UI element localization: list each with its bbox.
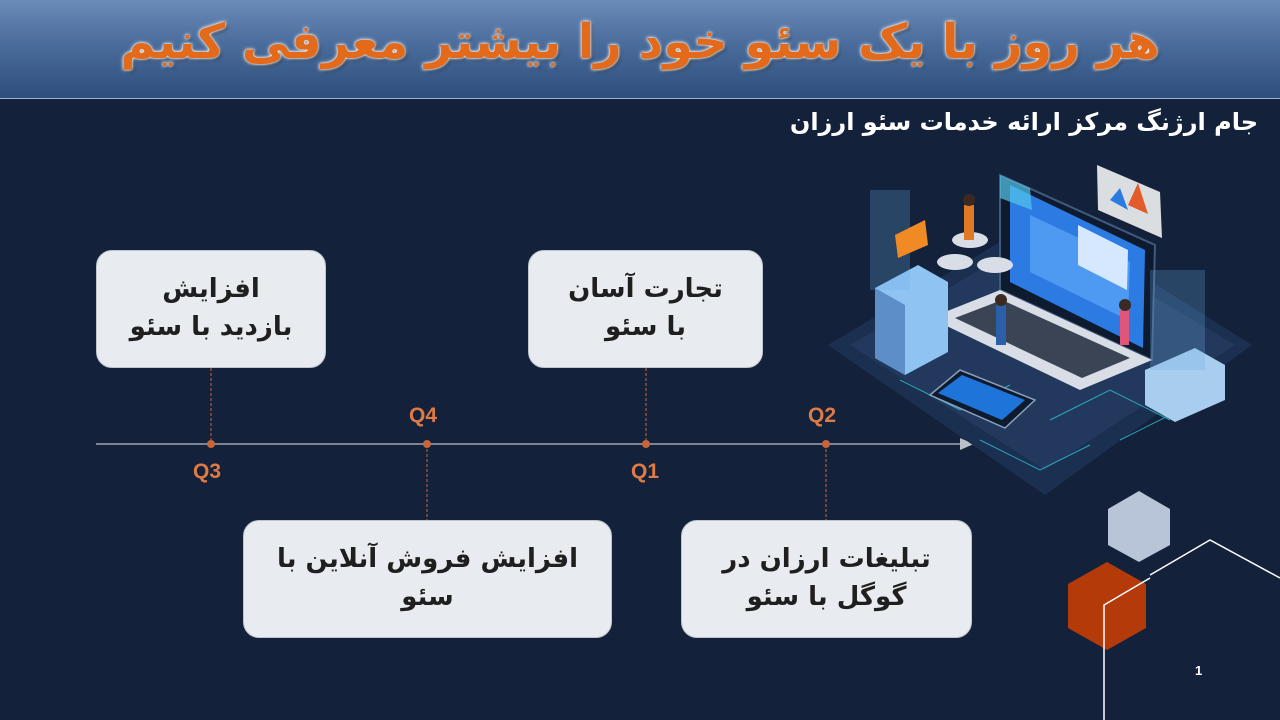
milestone-box-q2: تبلیغات ارزان در گوگل با سئو — [681, 520, 972, 638]
isometric-laptop-seo-illustration — [828, 165, 1252, 495]
hexagon-gray — [1108, 491, 1170, 562]
quarter-label-q3: Q3 — [193, 460, 222, 483]
quarter-label-q4: Q4 — [409, 404, 438, 427]
milestone-box-q4: افزایش فروش آنلاین با سئو — [243, 520, 612, 638]
milestone-dot-q3 — [207, 440, 215, 448]
hexagon-outline — [1150, 540, 1280, 578]
slide-subtitle: جام ارژنگ مرکز ارائه خدمات سئو ارزان — [789, 108, 1258, 136]
milestone-dot-q2 — [822, 440, 830, 448]
hexagon-orange — [1068, 562, 1146, 650]
page-number: 1 — [1195, 663, 1203, 678]
quarter-label-q2: Q2 — [808, 404, 837, 427]
milestone-box-q3: افزایش بازدید با سئو — [96, 250, 326, 368]
milestone-box-q1: تجارت آسان با سئو — [528, 250, 763, 368]
milestone-dot-q1 — [642, 440, 650, 448]
milestone-dot-q4 — [423, 440, 431, 448]
slide-title: هر روز با یک سئو خود را بیشتر معرفی کنیم — [120, 14, 1160, 70]
quarter-label-q1: Q1 — [631, 460, 660, 483]
